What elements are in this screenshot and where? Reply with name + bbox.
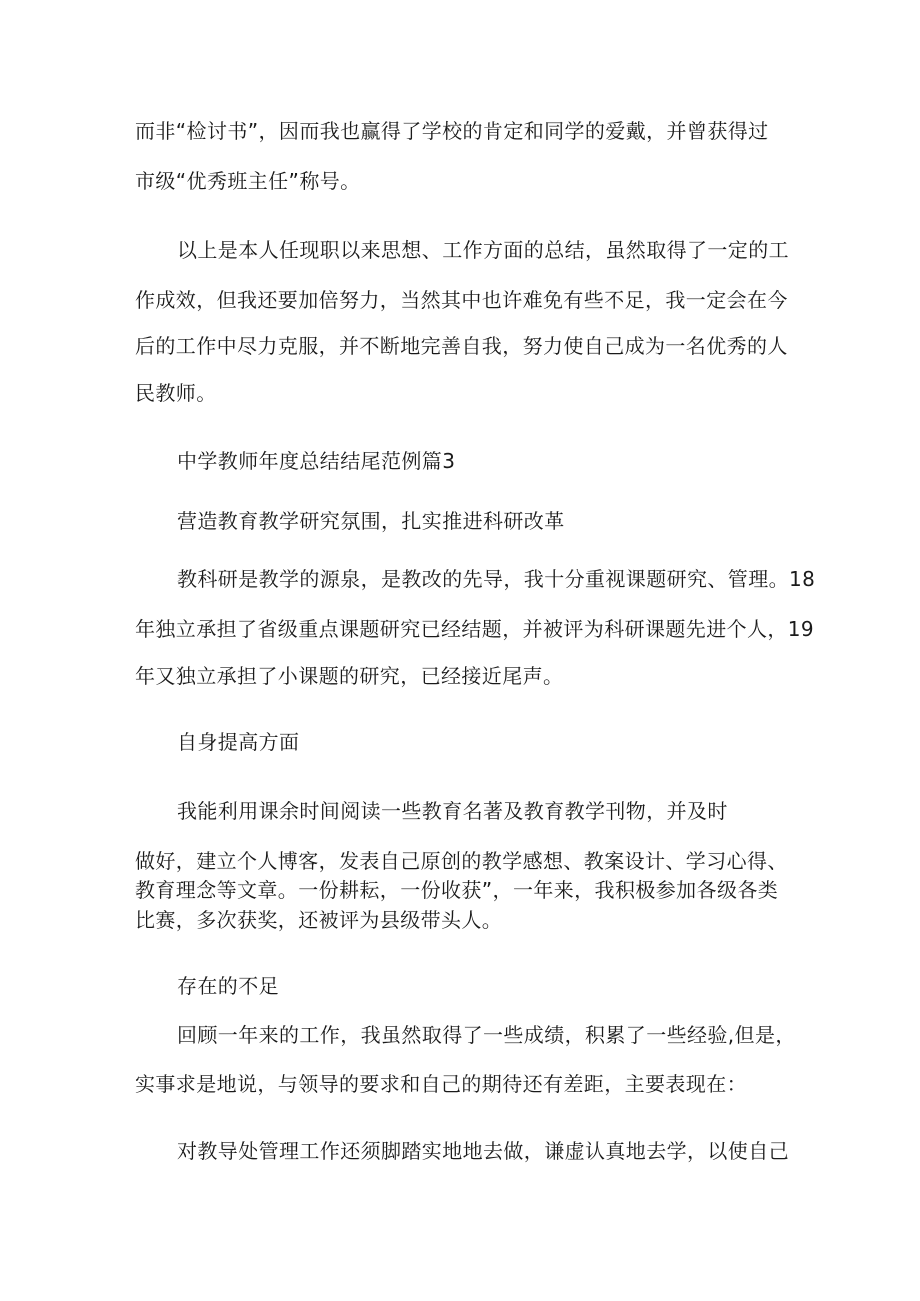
section-heading: 自身提高方面	[177, 730, 300, 754]
paragraph-line: 教科研是教学的源泉，是教改的先导，我十分重视课题研究、管理。18	[177, 567, 816, 591]
section-title: 中学教师年度总结结尾范例篇3	[177, 449, 456, 473]
paragraph-line: 而非“检讨书”，因而我也赢得了学校的肯定和同学的爱戴，并曾获得过	[135, 119, 769, 143]
paragraph-line: 实事求是地说，与领导的要求和自己的期待还有差距，主要表现在：	[135, 1072, 747, 1096]
paragraph-line: 民教师。	[135, 381, 217, 405]
paragraph-line: 我能利用课余时间阅读一些教育名著及教育教学刊物，并及时	[177, 799, 728, 823]
paragraph-line: 对教导处管理工作还须脚踏实地地去做，谦虚认真地去学，以使自己	[177, 1139, 789, 1163]
paragraph-line: 教育理念等文章。一份耕耘，一份收获”，一年来，我积极参加各级各类	[135, 878, 779, 902]
paragraph-line: 年独立承担了省级重点课题研究已经结题，并被评为科研课题先进个人，19	[135, 617, 815, 641]
paragraph-line: 回顾一年来的工作，我虽然取得了一些成绩，积累了一些经验,但是，	[177, 1023, 796, 1047]
paragraph-line: 市级“优秀班主任”称号。	[135, 169, 361, 193]
section-heading: 营造教育教学研究氛围，扎实推进科研改革	[177, 509, 565, 533]
paragraph-line: 作成效，但我还要加倍努力，当然其中也许难免有些不足，我一定会在今	[135, 288, 788, 312]
section-heading: 存在的不足	[177, 974, 279, 998]
paragraph-line: 以上是本人任现职以来思想、工作方面的总结，虽然取得了一定的工	[177, 238, 789, 262]
paragraph-line: 比赛，多次获奖，还被评为县级带头人。	[135, 908, 503, 932]
paragraph-line: 做好，建立个人博客，发表自己原创的教学感想、教案设计、学习心得、	[135, 849, 788, 873]
paragraph-line: 后的工作中尽力克服，并不断地完善自我，努力使自己成为一名优秀的人	[135, 334, 788, 358]
paragraph-line: 年又独立承担了小课题的研究，已经接近尾声。	[135, 664, 564, 688]
